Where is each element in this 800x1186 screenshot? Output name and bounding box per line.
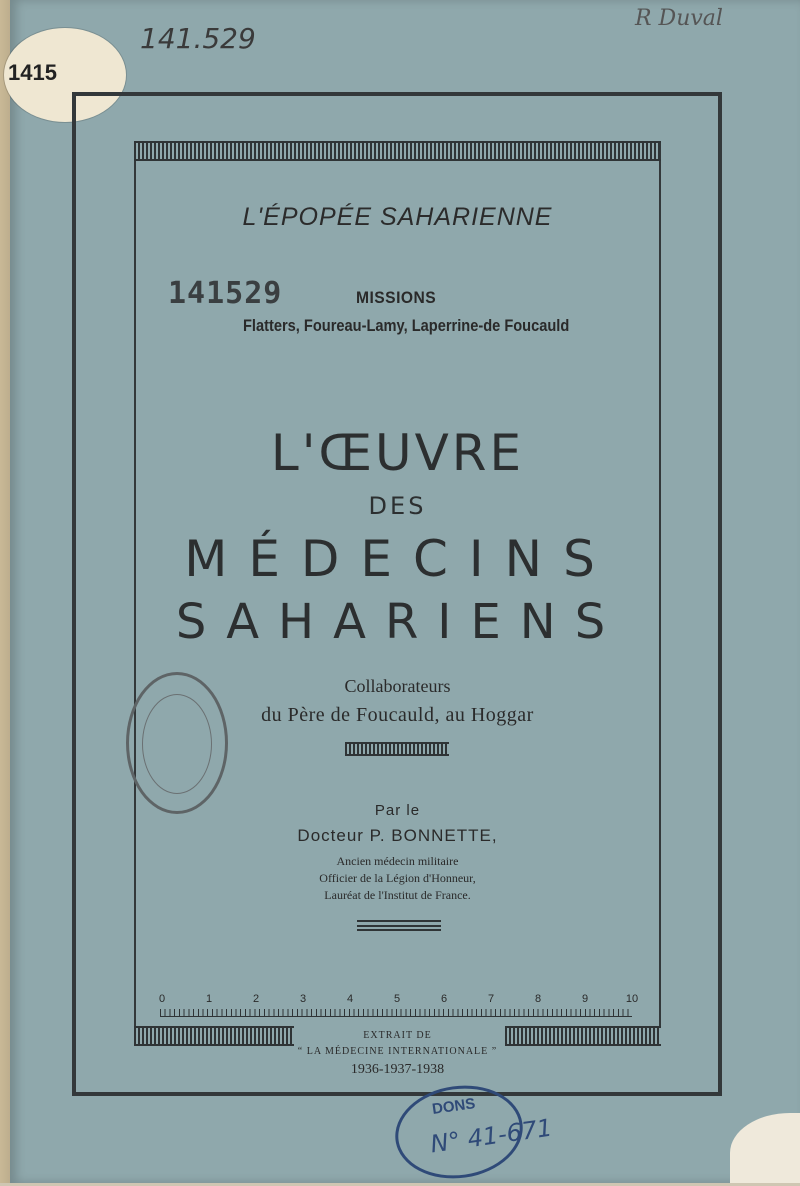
- title-line-oeuvre: L'ŒUVRE: [270, 424, 525, 482]
- top-hatched-band: [134, 141, 661, 161]
- title-line-des: DES: [368, 492, 427, 520]
- handwritten-corner-note: R Duval: [635, 6, 723, 31]
- missions-names: Flatters, Foureau-Lamy, Laperrine-de Foucauld: [243, 316, 570, 335]
- scale-label: 5: [393, 993, 401, 1005]
- scale-label: 2: [252, 993, 260, 1005]
- publication-years: 1936-1937-1938: [350, 1062, 445, 1077]
- credential-line: Ancien médecin militaire: [336, 854, 459, 868]
- scale-label: 7: [487, 993, 495, 1005]
- faculty-stamp-portrait: [142, 694, 212, 794]
- credential-line: Officier de la Légion d'Honneur,: [319, 871, 476, 885]
- subtitle-foucauld: du Père de Foucauld, au Hoggar: [261, 704, 534, 726]
- scale-ruler-ticks: [160, 1009, 632, 1016]
- dons-stamp-number: N° 41-671: [428, 1113, 554, 1159]
- credential-line: Lauréat de l'Institut de France.: [324, 888, 471, 902]
- scale-label: 0: [158, 993, 166, 1005]
- stamped-inventory-number: 141529: [168, 276, 283, 311]
- title-line-medecins: MÉDECINS: [184, 530, 616, 588]
- dons-stamp-label: DONS: [431, 1095, 477, 1118]
- scale-label: 10: [625, 993, 639, 1005]
- scale-label: 8: [534, 993, 542, 1005]
- scale-label: 3: [299, 993, 307, 1005]
- scale-label: 4: [346, 993, 354, 1005]
- hatched-ornament: [345, 742, 449, 756]
- title-line-sahariens: SAHARIENS: [175, 594, 625, 650]
- triple-rule-ornament: [357, 920, 441, 931]
- scale-ruler-line: [160, 1016, 632, 1017]
- extrait-label: EXTRAIT DE: [363, 1030, 432, 1041]
- library-label-number: 1415: [8, 60, 57, 85]
- subtitle-collaborateurs: Collaborateurs: [344, 676, 451, 696]
- author-name: Docteur P. BONNETTE,: [297, 826, 498, 845]
- missions-heading: MISSIONS: [356, 288, 437, 307]
- by-line: Par le: [374, 802, 421, 819]
- scale-label: 6: [440, 993, 448, 1005]
- journal-name: “ LA MÉDECINE INTERNATIONALE ”: [297, 1046, 498, 1057]
- scale-label: 9: [581, 993, 589, 1005]
- handwritten-inventory-number: 141.529: [140, 22, 256, 55]
- scale-label: 1: [205, 993, 213, 1005]
- series-title: L'ÉPOPÉE SAHARIENNE: [242, 203, 553, 231]
